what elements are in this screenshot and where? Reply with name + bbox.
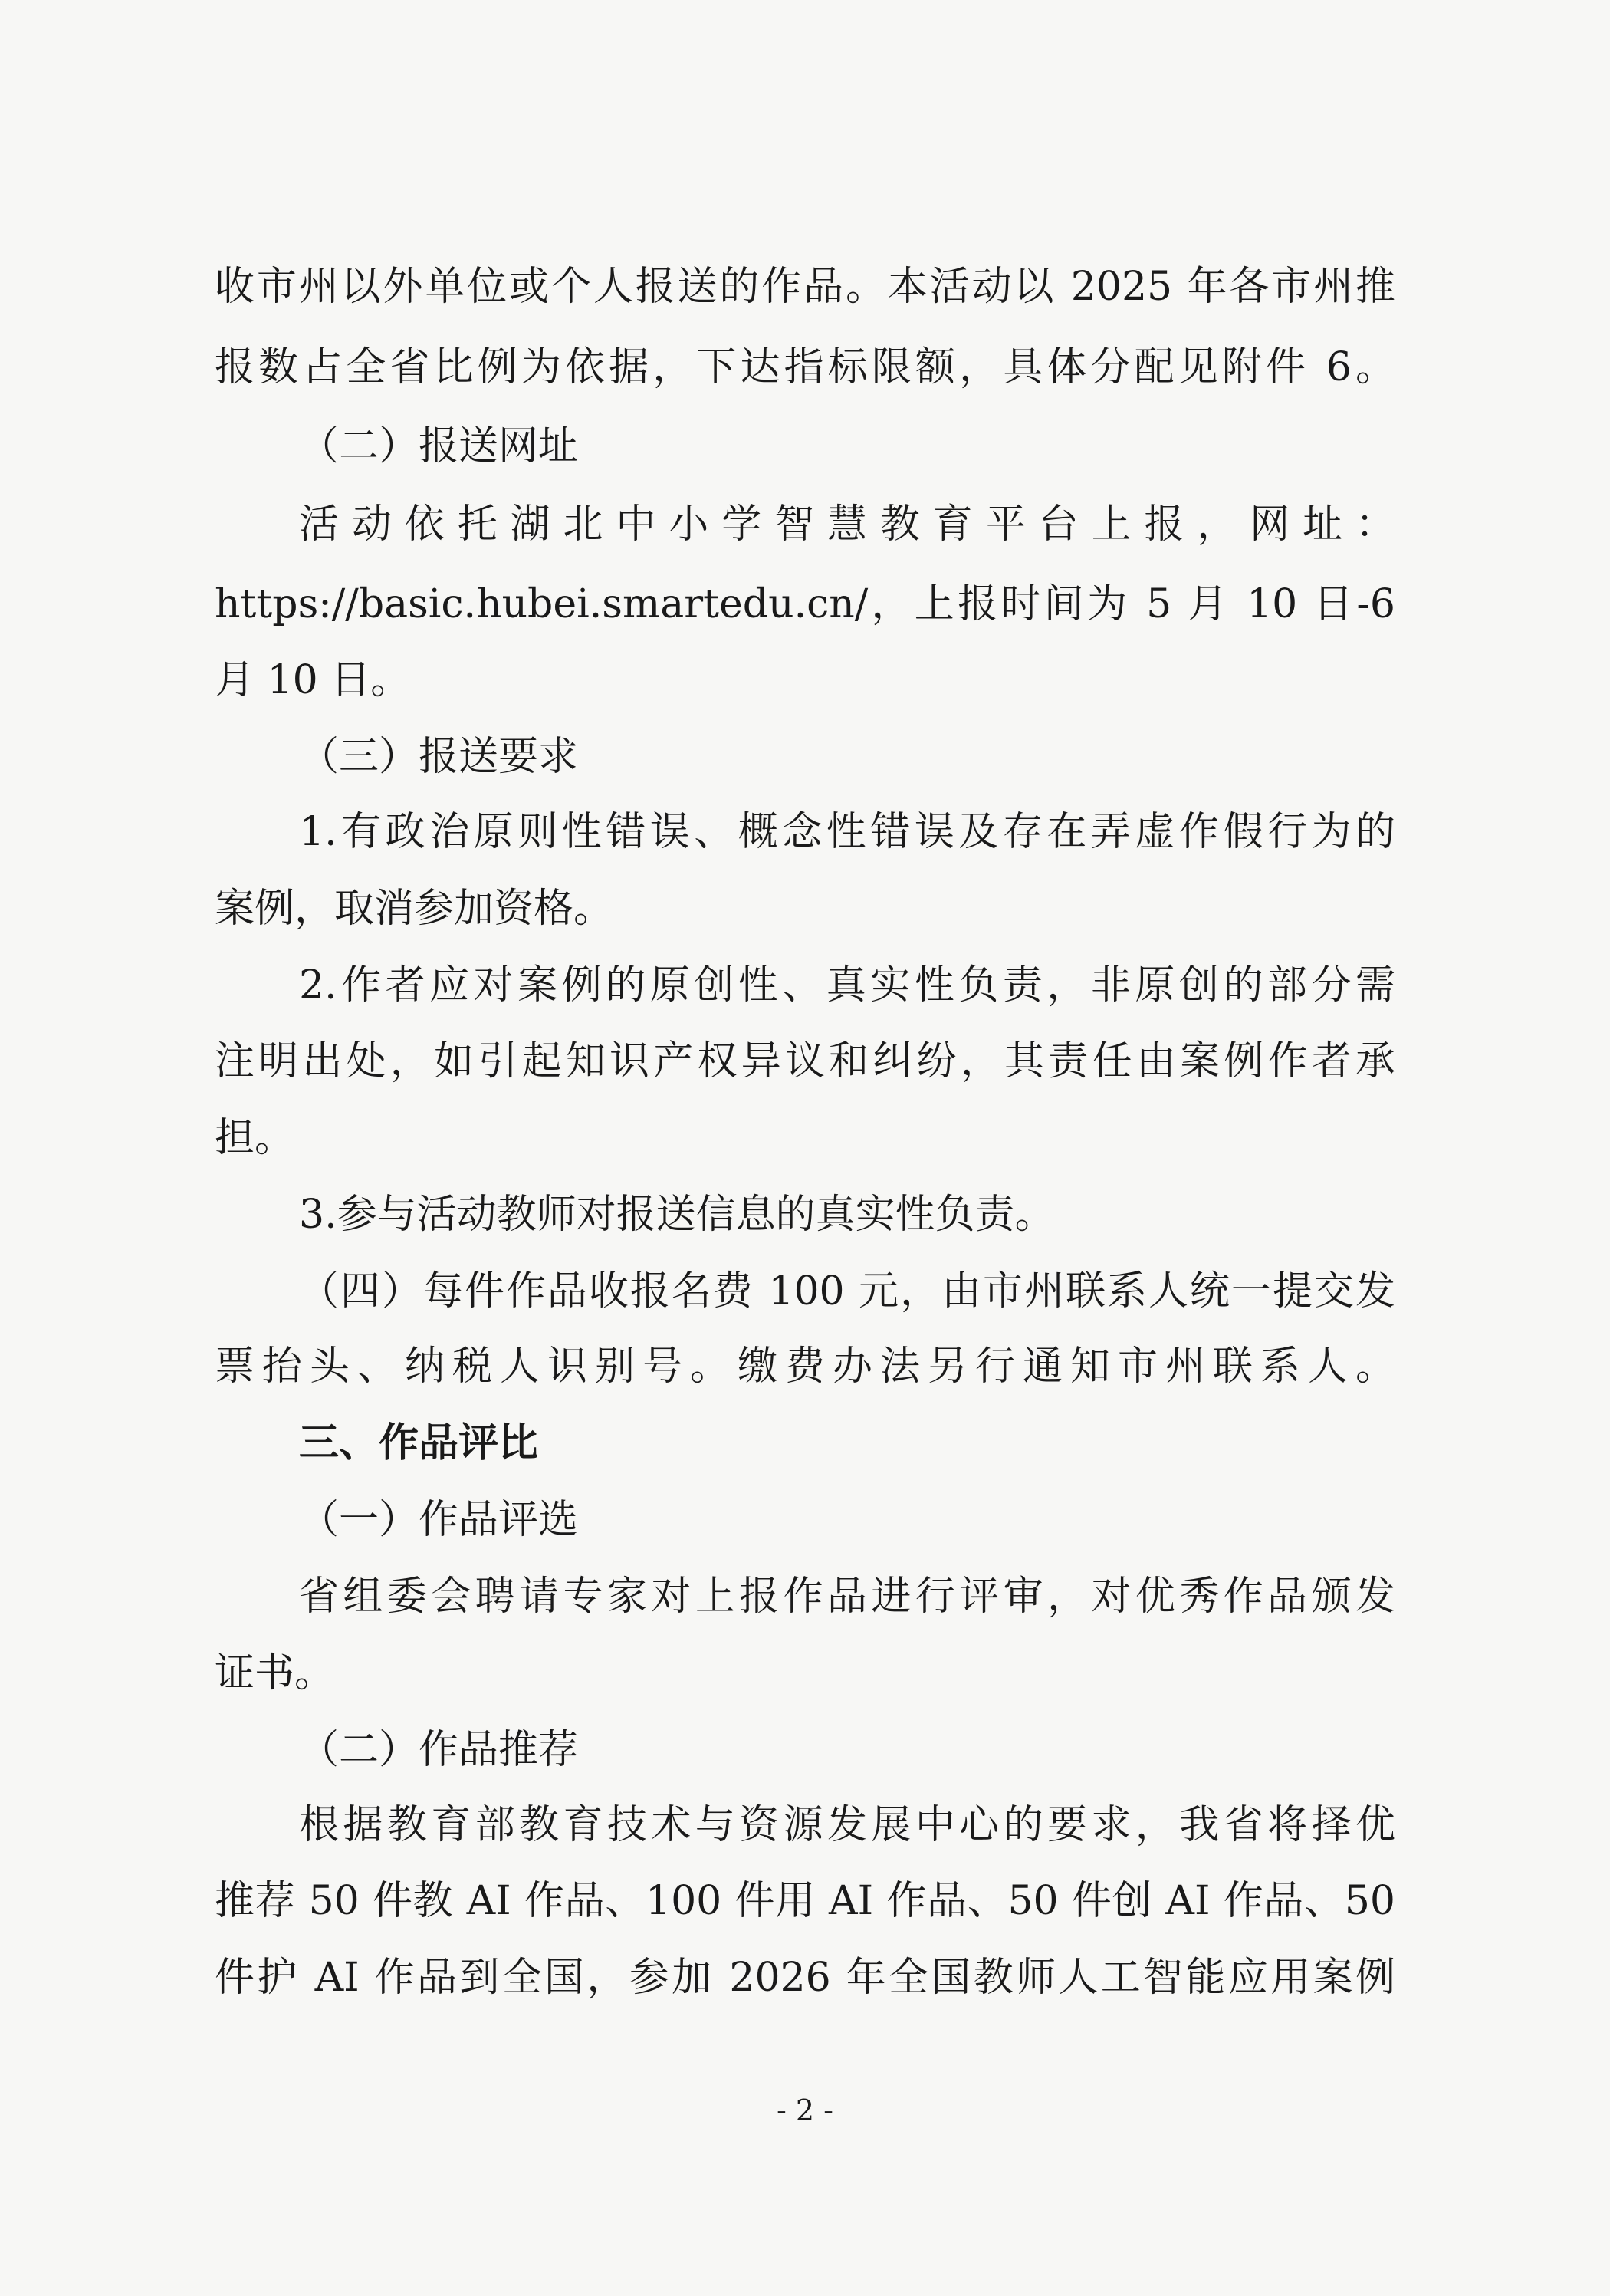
body-line: 省组委会聘请专家对上报作品进行评审，对优秀作品颁发 (299, 1574, 1395, 1620)
body-line: 证书。 (215, 1650, 335, 1696)
subsection-heading-selection: （一）作品评选 (299, 1497, 579, 1543)
list-item-2: 2.作者应对案例的原创性、真实性负责，非原创的部分需 (299, 962, 1395, 1008)
section-heading-evaluation: 三、作品评比 (299, 1420, 539, 1466)
page-number: - 2 - (776, 2094, 833, 2127)
body-line: 推荐 50 件教 AI 作品、100 件用 AI 作品、50 件创 AI 作品、50 (215, 1878, 1395, 1924)
body-line: 担。 (215, 1115, 295, 1161)
body-line-url: https://basic.hubei.smartedu.cn/，上报时间为 5 月 10 日-6 (215, 581, 1395, 627)
list-item-1: 1.有政治原则性错误、概念性错误及存在弄虚作假行为的 (299, 809, 1395, 855)
body-line: 收市州以外单位或个人报送的作品。本活动以 2025 年各市州推 (215, 264, 1395, 310)
body-line: 根据教育部教育技术与资源发展中心的要求，我省将择优 (299, 1802, 1395, 1848)
subsection-heading-submission-requirements: （三）报送要求 (299, 734, 579, 780)
body-line-fee: （四）每件作品收报名费 100 元，由市州联系人统一提交发 (299, 1268, 1395, 1314)
list-item-3: 3.参与活动教师对报送信息的真实性负责。 (299, 1192, 1055, 1238)
subsection-heading-recommendation: （二）作品推荐 (299, 1727, 579, 1773)
subsection-heading-submission-url: （二）报送网址 (299, 423, 579, 469)
body-line: 活动依托湖北中小学智慧教育平台上报，网址： (299, 502, 1395, 548)
body-line: 案例，取消参加资格。 (215, 886, 614, 932)
body-line: 件护 AI 作品到全国，参加 2026 年全国教师人工智能应用案例 (215, 1955, 1395, 2001)
body-line: 月 10 日。 (215, 657, 411, 703)
body-line: 报数占全省比例为依据，下达指标限额，具体分配见附件 6。 (215, 344, 1395, 390)
body-line: 票抬头、纳税人识别号。缴费办法另行通知市州联系人。 (215, 1344, 1395, 1390)
body-line: 注明出处，如引起知识产权异议和纠纷，其责任由案例作者承 (215, 1038, 1395, 1084)
